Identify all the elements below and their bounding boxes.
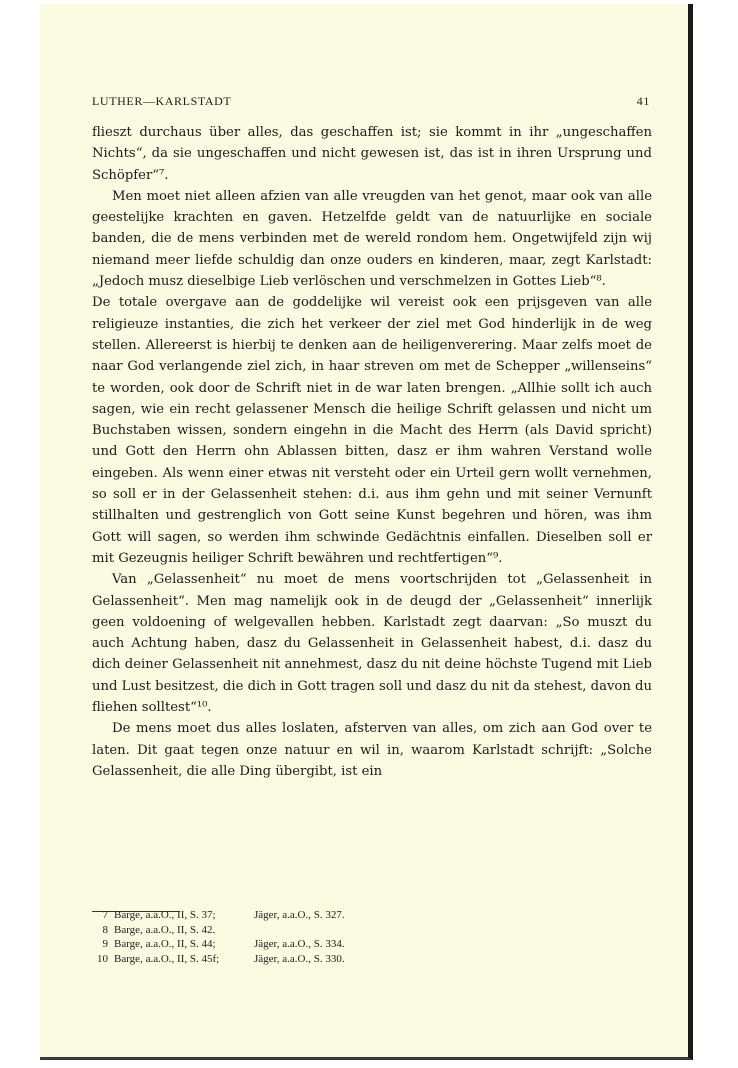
footnote [92, 952, 652, 967]
book-page [40, 4, 693, 1060]
paragraph: De totale overgave aan de goddelijke wil vereist ook een prijsgeven van alle religieuze instanties, die zich het verkeer der ziel met God hinderlijk in de weg stellen. Allereerst is hierbij te denken aan de heiligenverering. Maar zelfs moet de naar God verlangende ziel zich, in haar streven om met de Schepper „willenseins“ te worden, ook door de Schrift niet in de war laten brengen. „Allhie sollt ich auch sagen, wie ein recht gelassener Mensch die heilige Schrift gelassen und nicht um Buchstaben wissen, sondern eingehn in die Macht des Herrn (als David spricht) und Gott den Herrn ohn Ablassen bitten, dasz er ihm wahren Verstand wolle eingeben. Als wenn einer etwas nit versteht oder ein Urteil gern wollt vernehmen, so soll er in der Gelassenheit stehen: d.i. aus ihm gehn und mit seiner Vernunft stillhalten und gestrenglich von Gott seine Kunst begehren und hören, was ihm Gott will sagen, so werden ihm schwinde Gedächtnis einfallen. Dieselben soll er mit Gezeugnis heiliger Schrift bewähren und rechtfertigen“⁹. [92, 295, 652, 566]
paragraph: Men moet niet alleen afzien van alle vreugden van het genot, maar ook van alle geestelijke krachten en gaven. Hetzelfde geldt van de natuurlijke en sociale banden, die de mens verbinden met de wereld rondom hem. Ongetwijfeld zijn wij niemand meer liefde schuldig dan onze ouders en kinderen, maar, zegt Karlstadt: „Jedoch musz dieselbige Lieb verlöschen und verschmelzen in Gottes Lieb“⁸. [92, 188, 652, 290]
footnote-citation: Jäger, a.a.O., S. 330. [254, 952, 345, 965]
footnote-number: 7 [102, 909, 108, 921]
footnote [92, 923, 652, 938]
footnote [92, 908, 652, 923]
footnote-citation: Barge, a.a.O., II, S. 45f; [114, 952, 220, 965]
running-header [92, 94, 650, 109]
footnote-number: 8 [102, 923, 108, 936]
paragraph: De mens moet dus alles loslaten, afsterven van alles, om zich aan God over te laten. Dit gaat tegen onze natuur en wil in, waarom Karlstadt schrijft: „Solche Gelassenheit, die alle Ding übergibt, ist ein [92, 721, 652, 779]
footnote-citation: Jäger, a.a.O., S. 334. [254, 938, 345, 951]
footnotes [92, 908, 652, 966]
footnote-citation: Barge, a.a.O., II, S. 44; [114, 938, 216, 951]
paragraph: Van „Gelassenheit“ nu moet de mens voortschrijden tot „Gelassenheit in Gelassenheit“. Men mag namelijk ook in de deugd der „Gelassenheit“ innerlijk geen voldoening of welgevallen hebben. Karlstadt zegt daarvan: „So muszt du auch Achtung haben, dasz du Gelassenheit in Gelassenheit habest, d.i. dasz du dich deiner Gelassenheit nit annehmest, dasz du nit deine höchste Tugend mit Lieb und Lust besitzest, die dich in Gott tragen soll und dasz du nit da stehest, davon du fliehen solltest“¹⁰. [92, 572, 652, 716]
paragraph: flieszt durchaus über alles, das geschaffen ist; sie kommt in ihr „ungeschaffen Nichts“, da sie ungeschaffen und nicht gewesen ist, das ist in ihren Ursprung und Schöpfer“⁷. [92, 125, 652, 183]
footnote-citation: Barge, a.a.O., II, S. 37; [114, 909, 216, 921]
body-text [92, 122, 652, 782]
footnote-citation: Jäger, a.a.O., S. 327. [254, 909, 345, 921]
footnote-number: 10 [97, 952, 108, 965]
running-title: LUTHER—KARLSTADT [92, 94, 232, 108]
footnote [92, 937, 652, 952]
page-number: 41 [636, 94, 650, 108]
footnote-number: 9 [102, 938, 108, 951]
footnote-citation: Barge, a.a.O., II, S. 42. [114, 923, 216, 936]
